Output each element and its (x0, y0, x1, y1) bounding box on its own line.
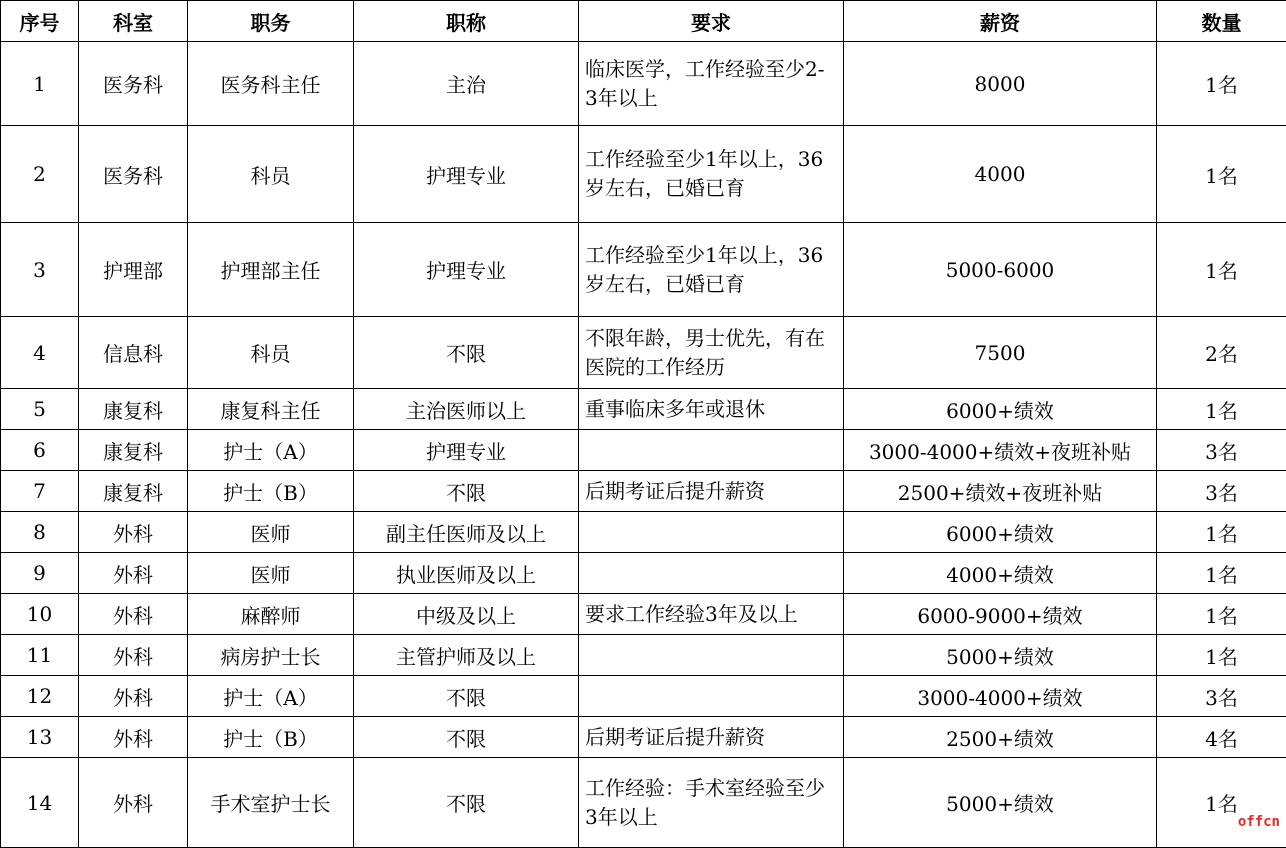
cell-requirement (579, 635, 844, 676)
header-salary: 薪资 (844, 1, 1157, 42)
cell-salary: 6000+绩效 (844, 512, 1157, 553)
cell-title: 不限 (354, 676, 579, 717)
cell-title: 主管护师及以上 (354, 635, 579, 676)
header-title: 职称 (354, 1, 579, 42)
cell-dept: 外科 (79, 553, 188, 594)
cell-salary: 5000+绩效 (844, 758, 1157, 848)
table-row (1, 430, 1286, 471)
cell-position: 护士（B） (188, 471, 354, 512)
cell-position: 手术室护士长 (188, 758, 354, 848)
cell-position: 康复科主任 (188, 389, 354, 430)
cell-no: 6 (1, 430, 79, 471)
cell-title: 不限 (354, 471, 579, 512)
header-position: 职务 (188, 1, 354, 42)
cell-salary: 5000-6000 (844, 223, 1157, 317)
cell-no: 3 (1, 223, 79, 317)
cell-dept: 医务科 (79, 126, 188, 223)
cell-requirement: 不限年龄，男士优先，有在医院的工作经历 (579, 317, 844, 389)
cell-salary: 2500+绩效+夜班补贴 (844, 471, 1157, 512)
table-row (1, 635, 1286, 676)
cell-requirement (579, 430, 844, 471)
cell-count: 1名 (1157, 553, 1286, 594)
cell-position: 科员 (188, 126, 354, 223)
cell-no: 14 (1, 758, 79, 848)
cell-requirement: 工作经验至少1年以上，36岁左右，已婚已育 (579, 223, 844, 317)
table-row (1, 717, 1286, 758)
cell-requirement: 后期考证后提升薪资 (579, 471, 844, 512)
cell-requirement: 工作经验至少1年以上，36岁左右，已婚已育 (579, 126, 844, 223)
cell-title: 护理专业 (354, 430, 579, 471)
cell-requirement: 后期考证后提升薪资 (579, 717, 844, 758)
cell-position: 麻醉师 (188, 594, 354, 635)
table-row (1, 317, 1286, 389)
cell-no: 2 (1, 126, 79, 223)
cell-position: 护士（B） (188, 717, 354, 758)
table-row (1, 126, 1286, 223)
cell-count: 1名 (1157, 42, 1286, 126)
cell-count: 1名 (1157, 594, 1286, 635)
cell-salary: 4000+绩效 (844, 553, 1157, 594)
cell-requirement: 工作经验：手术室经验至少3年以上 (579, 758, 844, 848)
cell-dept: 康复科 (79, 430, 188, 471)
cell-dept: 护理部 (79, 223, 188, 317)
cell-dept: 医务科 (79, 42, 188, 126)
table-row (1, 594, 1286, 635)
cell-salary: 5000+绩效 (844, 635, 1157, 676)
cell-salary: 6000+绩效 (844, 389, 1157, 430)
watermark: offcn (1238, 814, 1280, 830)
header-row (1, 1, 1286, 42)
cell-dept: 外科 (79, 676, 188, 717)
cell-count: 1名 (1157, 758, 1286, 848)
cell-count: 1名 (1157, 389, 1286, 430)
cell-dept: 康复科 (79, 389, 188, 430)
cell-title: 护理专业 (354, 223, 579, 317)
cell-requirement (579, 553, 844, 594)
cell-title: 护理专业 (354, 126, 579, 223)
cell-title: 副主任医师及以上 (354, 512, 579, 553)
cell-count: 1名 (1157, 635, 1286, 676)
table-row (1, 471, 1286, 512)
cell-no: 4 (1, 317, 79, 389)
cell-requirement: 重事临床多年或退休 (579, 389, 844, 430)
cell-salary: 3000-4000+绩效 (844, 676, 1157, 717)
cell-dept: 外科 (79, 717, 188, 758)
cell-count: 1名 (1157, 223, 1286, 317)
cell-salary: 8000 (844, 42, 1157, 126)
table-row (1, 389, 1286, 430)
cell-no: 8 (1, 512, 79, 553)
cell-position: 护理部主任 (188, 223, 354, 317)
cell-title: 主治医师以上 (354, 389, 579, 430)
cell-position: 护士（A） (188, 430, 354, 471)
cell-no: 5 (1, 389, 79, 430)
cell-title: 主治 (354, 42, 579, 126)
cell-title: 不限 (354, 717, 579, 758)
cell-no: 13 (1, 717, 79, 758)
table-row (1, 553, 1286, 594)
cell-salary: 6000-9000+绩效 (844, 594, 1157, 635)
header-requirement: 要求 (579, 1, 844, 42)
cell-dept: 外科 (79, 635, 188, 676)
cell-count: 2名 (1157, 317, 1286, 389)
cell-position: 病房护士长 (188, 635, 354, 676)
cell-position: 医务科主任 (188, 42, 354, 126)
header-no: 序号 (1, 1, 79, 42)
header-count: 数量 (1157, 1, 1286, 42)
table-row (1, 676, 1286, 717)
cell-title: 不限 (354, 758, 579, 848)
table-row (1, 223, 1286, 317)
cell-salary: 3000-4000+绩效+夜班补贴 (844, 430, 1157, 471)
cell-title: 不限 (354, 317, 579, 389)
table-row (1, 758, 1286, 848)
cell-no: 1 (1, 42, 79, 126)
cell-salary: 7500 (844, 317, 1157, 389)
cell-position: 护士（A） (188, 676, 354, 717)
cell-count: 3名 (1157, 676, 1286, 717)
table-row (1, 42, 1286, 126)
cell-salary: 4000 (844, 126, 1157, 223)
cell-salary: 2500+绩效 (844, 717, 1157, 758)
table-row (1, 512, 1286, 553)
cell-count: 4名 (1157, 717, 1286, 758)
cell-requirement: 要求工作经验3年及以上 (579, 594, 844, 635)
cell-dept: 外科 (79, 594, 188, 635)
cell-count: 3名 (1157, 430, 1286, 471)
cell-no: 10 (1, 594, 79, 635)
cell-title: 中级及以上 (354, 594, 579, 635)
cell-position: 医师 (188, 512, 354, 553)
cell-title: 执业医师及以上 (354, 553, 579, 594)
cell-requirement (579, 512, 844, 553)
cell-requirement: 临床医学，工作经验至少2-3年以上 (579, 42, 844, 126)
cell-dept: 外科 (79, 512, 188, 553)
header-dept: 科室 (79, 1, 188, 42)
cell-dept: 信息科 (79, 317, 188, 389)
cell-count: 1名 (1157, 126, 1286, 223)
cell-position: 科员 (188, 317, 354, 389)
cell-no: 12 (1, 676, 79, 717)
cell-dept: 康复科 (79, 471, 188, 512)
cell-dept: 外科 (79, 758, 188, 848)
cell-no: 9 (1, 553, 79, 594)
cell-count: 1名 (1157, 512, 1286, 553)
cell-requirement (579, 676, 844, 717)
cell-no: 11 (1, 635, 79, 676)
cell-count: 3名 (1157, 471, 1286, 512)
cell-position: 医师 (188, 553, 354, 594)
cell-no: 7 (1, 471, 79, 512)
